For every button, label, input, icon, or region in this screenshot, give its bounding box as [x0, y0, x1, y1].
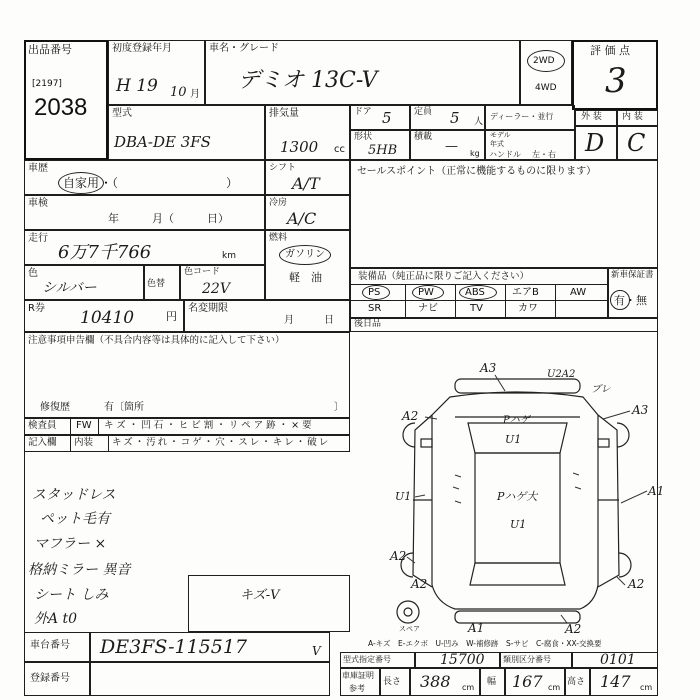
shape-value: 5HB [368, 143, 398, 158]
model-year-label: モデル [490, 131, 511, 139]
model-year-label: 年式 [490, 140, 504, 148]
inspector-divider [108, 435, 109, 452]
height-label: 高さ [567, 677, 586, 687]
first-registration-month: 10 [170, 85, 187, 100]
shift-value: A/T [292, 174, 320, 193]
capacity-label: 定員 [414, 107, 433, 117]
class-number-label: 類別区分番号 [503, 655, 551, 664]
spare-tire [397, 601, 419, 623]
registration-value-box [90, 662, 330, 696]
name-change-value: 月 日 [284, 315, 334, 326]
damage-mark: A2 [402, 409, 419, 423]
displacement-value: 1300 [280, 138, 319, 156]
width-value: 167 [512, 672, 543, 691]
damage-mark: Pハゲ大 [497, 490, 538, 503]
month-unit: 月 [190, 89, 200, 100]
fuel-label: 燃料 [269, 233, 288, 243]
inspector-divider [98, 418, 99, 435]
interior-inspect-label: 内装 [74, 437, 94, 448]
garage-reference-label: 参考 [349, 684, 365, 693]
history-suffix: ・（ ） [100, 176, 239, 190]
ac-value: A/C [287, 209, 317, 228]
chassis-value: DE3FS-115517 [100, 636, 248, 658]
lot-code: [2197] [32, 79, 62, 89]
shift-label: シフト [269, 163, 297, 173]
spare-tire-hub [404, 608, 412, 616]
door-label: ドア [354, 107, 372, 117]
model-code-value: DBA-DE 3FS [114, 133, 211, 151]
width-unit: cm [548, 683, 561, 692]
drive-4wd: 4WD [535, 83, 557, 93]
fuel-diesel: 軽 油 [289, 271, 322, 284]
equipment-tv: TV [470, 303, 483, 314]
inspection-value: 年 月（ 日） [108, 212, 229, 225]
misc-note-box [188, 575, 350, 632]
warranty-label: 新車保証書 [611, 270, 654, 280]
misc-note: キズ-V [240, 588, 280, 603]
length-value: 388 [420, 672, 451, 691]
damage-mark: A3 [480, 361, 497, 375]
lot-number-label: 出品番号 [28, 43, 72, 56]
car-diagram [355, 335, 675, 635]
later-items-label: 後日品 [354, 319, 382, 329]
handle-value: 左・右 [532, 150, 556, 159]
repair-history-close: 〕 [334, 402, 344, 413]
name-change-label: 名変期限 [188, 303, 228, 314]
inspection-label: 車検 [28, 198, 48, 209]
door-value: 5 [382, 109, 392, 127]
spare-label: スペア [399, 625, 420, 633]
height-value: 147 [600, 672, 631, 691]
chassis-label: 車台番号 [30, 640, 70, 651]
fw-label: FW [76, 420, 92, 431]
ac-label: 冷房 [269, 198, 288, 208]
mileage-unit: km [222, 251, 236, 261]
color-code-label: 色コード [184, 267, 221, 277]
damage-mark: A1 [648, 484, 665, 498]
equipment-pw: PW [418, 287, 434, 298]
damage-mark: A3 [632, 403, 649, 417]
car-name-label: 車名・グレード [209, 43, 279, 54]
damage-mark: U1 [505, 433, 522, 446]
equipment-label: 装備品（純正品に限りご記入ください） [358, 271, 530, 282]
leader-line [617, 577, 625, 585]
equipment-ps: PS [368, 287, 381, 298]
interior-items: キズ・汚れ・コゲ・穴・スレ・キレ・破レ [112, 437, 331, 448]
equipment-sr: SR [368, 303, 382, 314]
history-value: 自家用 [63, 176, 100, 190]
capacity-unit: 人 [474, 117, 484, 127]
frame-left-line [24, 452, 25, 632]
left-side-outline [413, 415, 432, 587]
first-registration-label: 初度登録年月 [112, 43, 172, 54]
exterior-label: 外 装 [581, 112, 602, 122]
right-mirror [598, 439, 609, 447]
handwritten-note: スタッドレス [32, 487, 116, 503]
leader-line [415, 495, 425, 497]
damage-mark: U1 [395, 490, 412, 503]
sales-point-label: セールスポイント（正常に機能するものに限ります） [357, 166, 597, 177]
damage-mark: ブレ [591, 384, 611, 395]
color-label: 色 [28, 268, 38, 279]
repair-history-label: 修復歴 [40, 402, 70, 413]
later-items-box [350, 318, 658, 332]
damage-mark: A2 [628, 577, 645, 591]
lot-number: 2038 [34, 94, 88, 121]
rear-window-outline [470, 563, 565, 585]
damage-mark: A2 [390, 549, 407, 563]
handwritten-note: ペット毛有 [40, 511, 110, 527]
scratch-marks [453, 475, 461, 503]
car-name-value: デミオ 13C-V [238, 68, 378, 93]
grade-value: 3 [605, 61, 627, 101]
handwritten-note: 格納ミラー 異音 [28, 562, 131, 578]
fw-items: キズ・凹石・ヒビ割・リペア跡・×要 [104, 420, 315, 431]
damage-mark: A2 [411, 577, 428, 591]
leader-line [603, 411, 630, 419]
repair-history-value: 有〔箇所 [104, 402, 144, 413]
damage-mark: Pハゲ [503, 415, 530, 426]
inspector-divider [70, 418, 71, 452]
handle-label: ハンドル [489, 150, 521, 159]
front-bumper-outline [455, 379, 580, 393]
equipment-abs: ABS [465, 287, 485, 298]
recycle-label: R券 [28, 303, 45, 314]
capacity-value: 5 [450, 109, 460, 127]
entry-label: 記入欄 [28, 437, 57, 448]
shape-label: 形状 [354, 132, 373, 142]
mileage-value: 6万7千766 [58, 242, 152, 263]
type-number-value: 15700 [440, 652, 485, 668]
recycle-unit: 円 [166, 310, 177, 323]
registration-label: 登録番号 [30, 673, 70, 684]
interior-label: 内 装 [622, 112, 643, 122]
rear-right-wheel [619, 553, 631, 577]
type-number-label: 型式指定番号 [343, 655, 391, 664]
damage-mark: U2A2 [547, 369, 576, 380]
interior-grade: C [627, 129, 646, 157]
inspector-label: 検査員 [28, 420, 57, 431]
equipment-divider [405, 284, 406, 318]
fuel-gasoline: ガソリン [285, 249, 325, 260]
recycle-value: 10410 [80, 308, 135, 328]
garage-label: 車庫証明 [342, 671, 374, 680]
model-code-label: 型式 [112, 108, 132, 119]
color-change-label: 色替 [147, 279, 166, 289]
drive-2wd: 2WD [533, 56, 555, 66]
damage-legend: A-キズ E-エクボ U-凹み W-補修跡 S-サビ C-腐食・XX-交換要 [368, 639, 602, 648]
equipment-divider [455, 284, 456, 318]
equipment-divider [505, 284, 506, 318]
equipment-leather: カワ [518, 303, 538, 314]
exterior-grade: D [585, 129, 605, 157]
leader-line [425, 417, 437, 419]
equipment-divider [350, 300, 608, 301]
mileage-label: 走行 [28, 233, 48, 244]
front-right-wheel [617, 423, 629, 447]
left-mirror [421, 439, 432, 447]
width-label: 幅 [487, 677, 497, 687]
class-number-value: 0101 [600, 652, 636, 668]
roof-outline [475, 453, 560, 563]
displacement-unit: cc [334, 144, 345, 155]
equipment-aw: AW [570, 287, 587, 298]
load-label: 積載 [414, 132, 433, 142]
load-unit: kg [470, 149, 480, 158]
notes-label: 注意事項申告欄（不具合内容等は具体的に記入して下さい） [28, 335, 285, 346]
first-registration-year: H 19 [116, 76, 158, 96]
equipment-navi: ナビ [418, 303, 438, 314]
color-value: シルバー [42, 280, 97, 296]
front-left-wheel [403, 423, 415, 447]
damage-mark: U1 [510, 518, 527, 531]
warranty-value: 有・無 [614, 294, 647, 307]
scratch-marks [573, 473, 581, 489]
equipment-divider [555, 284, 556, 318]
handwritten-note: 外A t0 [34, 611, 78, 627]
length-label: 長さ [383, 677, 402, 687]
handwritten-note: シート しみ [34, 587, 109, 603]
length-unit: cm [462, 683, 475, 692]
dealer-label: ディーラー・並行 [490, 112, 554, 121]
color-code-value: 22V [202, 281, 230, 297]
history-label: 車歴 [28, 163, 48, 174]
displacement-label: 排気量 [269, 108, 299, 119]
grade-label: 評 価 点 [590, 44, 630, 57]
damage-mark: A1 [468, 621, 485, 635]
damage-mark: A2 [565, 622, 582, 635]
load-value: — [445, 139, 458, 154]
leader-line [621, 491, 647, 503]
height-unit: cm [640, 683, 653, 692]
chassis-mark: V [312, 644, 321, 658]
equipment-airbag: エアB [512, 287, 539, 298]
leader-line [495, 375, 505, 391]
handwritten-note: マフラー × [34, 536, 107, 552]
